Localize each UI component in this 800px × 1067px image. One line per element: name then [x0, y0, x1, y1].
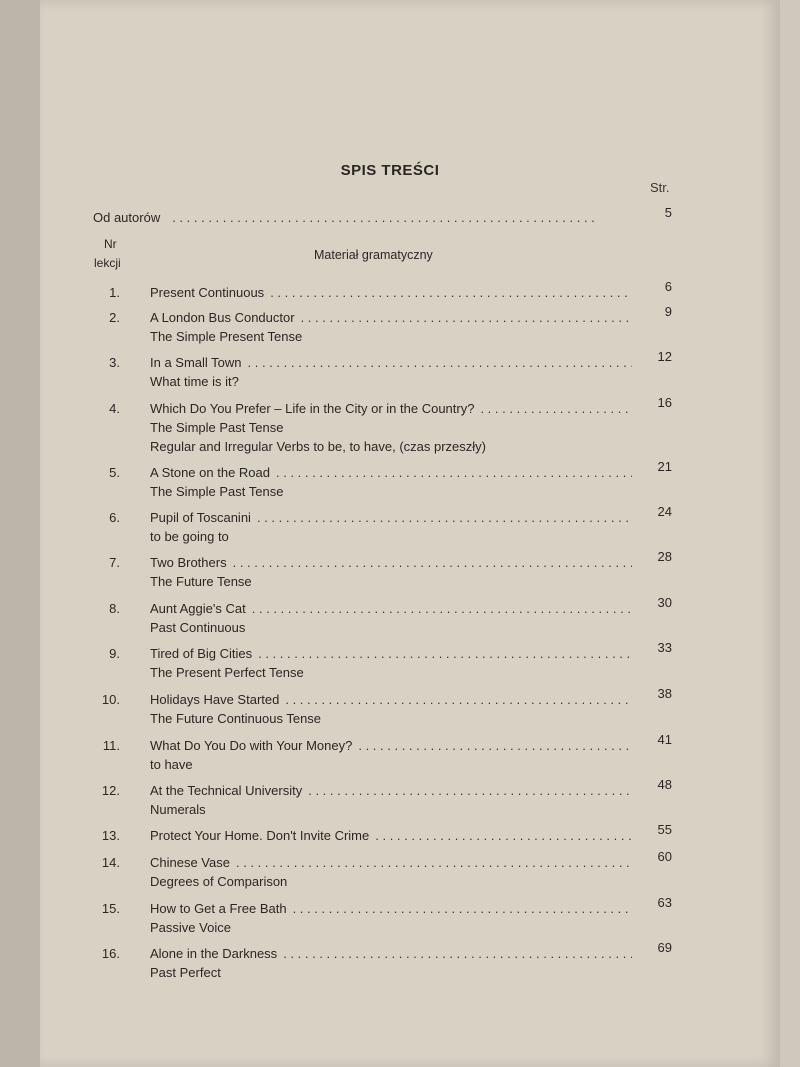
- lesson-title-line: [150, 899, 640, 918]
- lesson-title-line: [150, 308, 640, 327]
- lesson-grammar-topic: Passive Voice: [150, 920, 231, 935]
- page-column-label: Str.: [650, 180, 670, 195]
- lesson-number: 11.: [102, 738, 120, 753]
- intro-page-number: 5: [664, 205, 672, 220]
- column-header-nr: Nr: [104, 237, 117, 251]
- leader-dots: [308, 781, 632, 800]
- lesson-title-line: [150, 944, 640, 963]
- lesson-title-line: [150, 599, 640, 618]
- lesson-title: Present Continuous: [150, 285, 265, 300]
- lesson-title: Chinese Vase: [150, 855, 230, 870]
- lesson-page-number: 38: [657, 686, 672, 701]
- lesson-title-line: [150, 853, 640, 872]
- leader-dots: [276, 463, 632, 482]
- lesson-title: Protect Your Home. Don't Invite Crime: [150, 828, 370, 843]
- page-title: SPIS TREŚCI: [340, 162, 440, 179]
- leader-dots: [480, 399, 632, 418]
- lesson-page-number: 55: [657, 822, 672, 837]
- lesson-page-number: 9: [664, 304, 672, 319]
- lesson-title-line: [150, 463, 640, 482]
- lesson-title-line: [150, 399, 640, 418]
- lesson-number: 8.: [109, 601, 120, 616]
- lesson-title: At the Technical University: [150, 783, 303, 798]
- lesson-grammar-topic: to be going to: [150, 529, 229, 544]
- lesson-title: Holidays Have Started: [150, 692, 280, 707]
- lesson-page-number: 69: [657, 940, 672, 955]
- section-header: Materiał gramatyczny: [314, 248, 433, 262]
- lesson-number: 10.: [101, 692, 120, 707]
- lesson-grammar-topic: Past Continuous: [150, 620, 246, 635]
- lesson-page-number: 28: [657, 549, 672, 564]
- lesson-grammar-topic-extra: Regular and Irregular Verbs to be, to have, (czas przeszły): [150, 439, 486, 454]
- intro-entry: [93, 210, 653, 225]
- lesson-number: 7.: [109, 555, 120, 570]
- lesson-title-line: [150, 283, 640, 302]
- lesson-grammar-topic: The Present Perfect Tense: [150, 665, 304, 680]
- leader-dots: [257, 508, 632, 527]
- lesson-page-number: 21: [657, 459, 672, 474]
- lesson-number: 12.: [101, 783, 120, 798]
- lesson-title: Tired of Big Cities: [150, 646, 253, 661]
- lesson-title: Two Brothers: [150, 555, 227, 570]
- lesson-grammar-topic: The Simple Present Tense: [150, 329, 303, 344]
- lesson-title: What Do You Do with Your Money?: [150, 738, 353, 753]
- lesson-title: In a Small Town: [150, 355, 242, 370]
- lesson-page-number: 24: [657, 504, 672, 519]
- lesson-title-line: [150, 690, 640, 709]
- lesson-number: 9.: [109, 646, 120, 661]
- column-header-lekcji: lekcji: [94, 256, 121, 270]
- lesson-grammar-topic: The Simple Past Tense: [150, 420, 284, 435]
- lesson-page-number: 30: [657, 595, 672, 610]
- lesson-title: A Stone on the Road: [150, 465, 270, 480]
- lesson-grammar-topic: The Simple Past Tense: [150, 484, 284, 499]
- lesson-title-line: [150, 781, 640, 800]
- lesson-grammar-topic: What time is it?: [150, 374, 239, 389]
- lesson-page-number: 12: [657, 349, 672, 364]
- leader-dots: [258, 644, 632, 663]
- leader-dots: [248, 353, 632, 372]
- leader-dots: [252, 599, 632, 618]
- lesson-number: 5.: [109, 465, 120, 480]
- lesson-number: 6.: [109, 510, 120, 525]
- lesson-grammar-topic: The Future Continuous Tense: [150, 711, 322, 726]
- lesson-page-number: 41: [657, 732, 672, 747]
- lesson-number: 3.: [109, 355, 120, 370]
- lesson-title: Alone in the Darkness: [150, 946, 278, 961]
- lesson-number: 4.: [109, 401, 120, 416]
- lesson-grammar-topic: Degrees of Comparison: [150, 874, 288, 889]
- leader-dots: [283, 944, 632, 963]
- lesson-grammar-topic: Numerals: [150, 802, 206, 817]
- lesson-number: 15.: [101, 901, 120, 916]
- lesson-title: Pupil of Toscanini: [150, 510, 251, 525]
- lesson-number: 2.: [109, 310, 120, 325]
- lesson-title-line: [150, 826, 640, 845]
- lesson-page-number: 16: [657, 395, 672, 410]
- leader-dots: [293, 899, 632, 918]
- lesson-page-number: 6: [664, 279, 672, 294]
- lesson-number: 16.: [101, 946, 120, 961]
- leader-dots: [358, 736, 632, 755]
- lesson-page-number: 48: [657, 777, 672, 792]
- lesson-number: 13.: [101, 828, 120, 843]
- lesson-title-line: [150, 508, 640, 527]
- leader-dots: [270, 283, 632, 302]
- lesson-page-number: 60: [657, 849, 672, 864]
- lesson-title: A London Bus Conductor: [150, 310, 295, 325]
- lesson-title-line: [150, 353, 640, 372]
- leader-dots: [375, 826, 632, 845]
- lesson-title-line: [150, 736, 640, 755]
- lesson-title: Aunt Aggie's Cat: [150, 601, 246, 616]
- lesson-grammar-topic: Past Perfect: [150, 965, 221, 980]
- lesson-page-number: 63: [657, 895, 672, 910]
- lesson-page-number: 33: [657, 640, 672, 655]
- leader-dots: [233, 553, 632, 572]
- lesson-grammar-topic: to have: [150, 757, 193, 772]
- lesson-number: 1.: [109, 285, 120, 300]
- leader-dots: [285, 690, 632, 709]
- lesson-title: How to Get a Free Bath: [150, 901, 287, 916]
- leader-dots: [301, 308, 632, 327]
- lesson-number: 14.: [101, 855, 120, 870]
- lesson-grammar-topic: The Future Tense: [150, 574, 252, 589]
- intro-label: Od autorów: [93, 210, 161, 225]
- lesson-title: Which Do You Prefer – Life in the City or in the Country?: [150, 401, 475, 416]
- leader-dots: [172, 210, 641, 225]
- lesson-title-line: [150, 553, 640, 572]
- lesson-title-line: [150, 644, 640, 663]
- leader-dots: [236, 853, 632, 872]
